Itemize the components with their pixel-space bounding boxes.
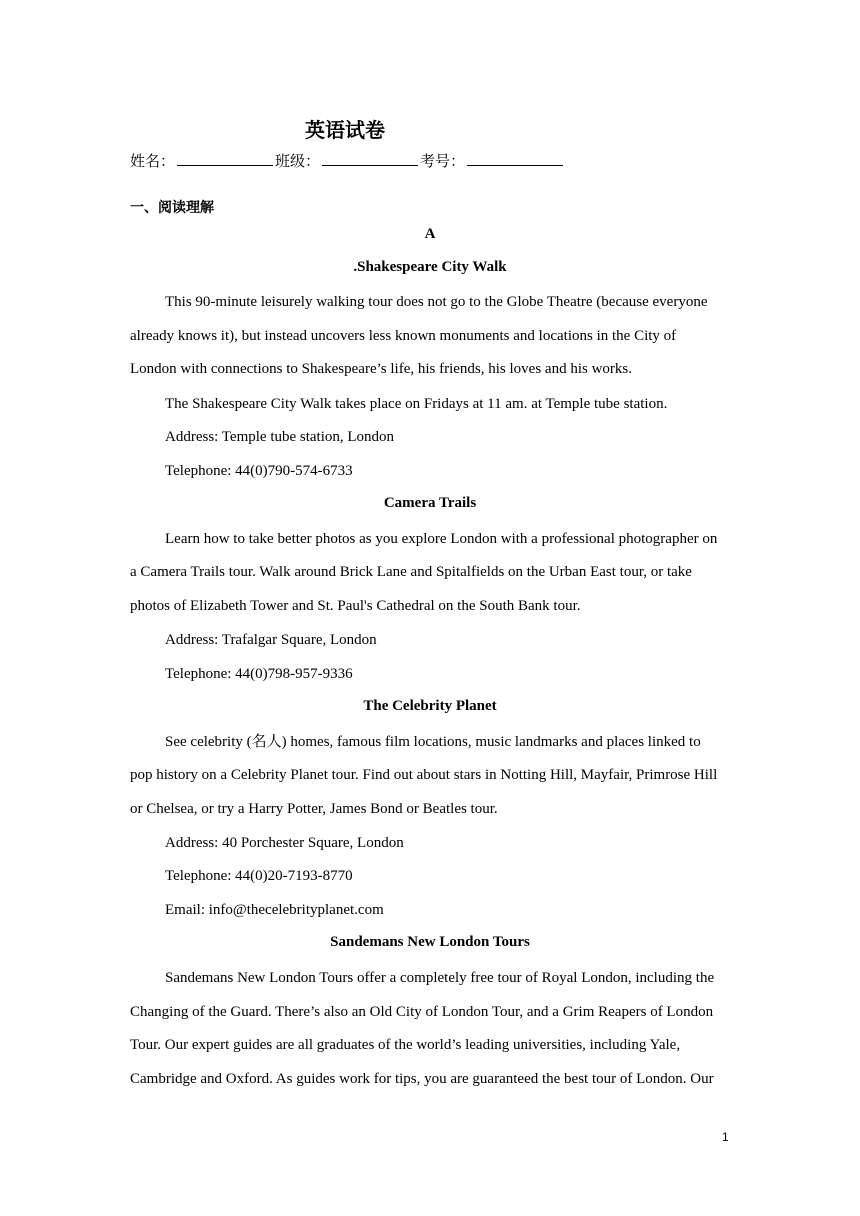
paragraph-line: Changing of the Guard. There’s also an Old City of London Tour, and a Grim Reapers of London (130, 1004, 714, 1020)
paragraph-line: This 90-minute leisurely walking tour does not go to the Globe Theatre (because everyone (165, 294, 708, 310)
paragraph-line: photos of Elizabeth Tower and St. Paul's Cathedral on the South Bank tour. (130, 598, 581, 614)
tour-title-camera-trails: Camera Trails (383, 495, 477, 511)
name-label: 姓名： (130, 152, 176, 170)
tour-address: Address: 40 Porchester Square, London (165, 835, 404, 851)
tour-title-celebrity-planet: The Celebrity Planet (363, 698, 497, 714)
class-blank[interactable] (322, 151, 418, 166)
paragraph-line: Learn how to take better photos as you explore London with a professional photographer on (165, 531, 718, 547)
page-number: 1 (722, 1130, 729, 1144)
paragraph-line: Tour. Our expert guides are all graduates of the world’s leading universities, including Yale, (130, 1037, 681, 1053)
tour-title-sandemans: Sandemans New London Tours (330, 934, 530, 950)
paragraph-line: already knows it), but instead uncovers less known monuments and locations in the City of (130, 328, 677, 344)
tour-address: Address: Trafalgar Square, London (165, 632, 377, 648)
tour-title-shakespeare: .Shakespeare City Walk (353, 259, 507, 275)
tour-address: Address: Temple tube station, London (165, 429, 395, 445)
paragraph-line: pop history on a Celebrity Planet tour. Find out about stars in Notting Hill, Mayfair, Primrose Hill (130, 767, 718, 783)
tour-telephone: Telephone: 44(0)798-957-9336 (165, 666, 353, 682)
student-info-line (130, 150, 565, 171)
passage-label: A (424, 226, 436, 242)
tour-email: Email: info@thecelebrityplanet.com (165, 902, 384, 918)
paragraph-line: London with connections to Shakespeare’s life, his friends, his loves and his works. (130, 361, 633, 377)
exam-title: 英语试卷 (305, 118, 385, 142)
paragraph-line: a Camera Trails tour. Walk around Brick Lane and Spitalfields on the Urban East tour, or take (130, 564, 692, 580)
section-heading: 一、阅读理解 (130, 200, 214, 216)
paragraph-line: The Shakespeare City Walk takes place on Fridays at 11 am. at Temple tube station. (165, 396, 668, 412)
tour-telephone: Telephone: 44(0)20-7193-8770 (165, 868, 353, 884)
paragraph-line: Cambridge and Oxford. As guides work for tips, you are guaranteed the best tour of London. Our (130, 1071, 714, 1087)
number-label: 考号： (420, 152, 466, 170)
class-label: 班级： (275, 152, 321, 170)
name-blank[interactable] (177, 151, 273, 166)
paragraph-line: Sandemans New London Tours offer a completely free tour of Royal London, including the (165, 970, 715, 986)
number-blank[interactable] (467, 151, 563, 166)
paragraph-line: See celebrity (名人) homes, famous film locations, music landmarks and places linked to (165, 734, 701, 750)
tour-telephone: Telephone: 44(0)790-574-6733 (165, 463, 353, 479)
paragraph-line: or Chelsea, or try a Harry Potter, James Bond or Beatles tour. (130, 801, 498, 817)
